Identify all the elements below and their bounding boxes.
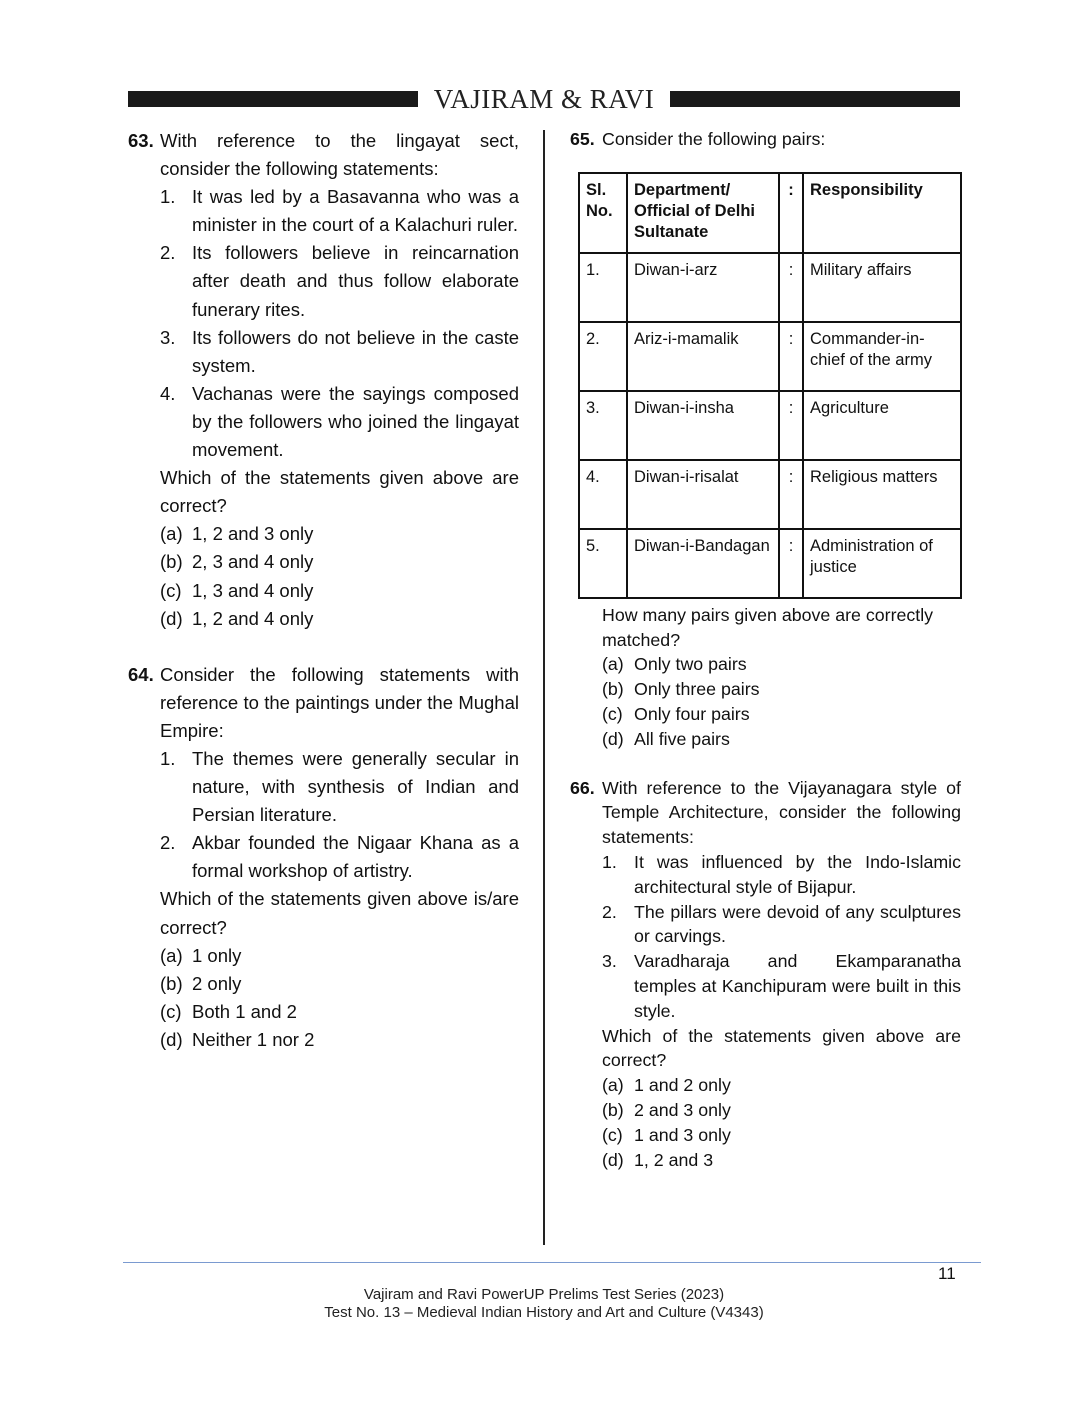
option-text: 1, 2 and 4 only (192, 607, 314, 629)
table-cell: Diwan-i-risalat (627, 460, 779, 529)
option-text: 2 only (192, 972, 242, 994)
table-cell: Diwan-i-arz (627, 253, 779, 322)
table-cell: Military affairs (803, 253, 961, 322)
answer-option (160, 942, 519, 970)
answer-option (160, 548, 519, 576)
answer-option (602, 677, 961, 702)
option-text: 1, 3 and 4 only (192, 579, 314, 601)
answer-option (602, 1123, 961, 1148)
question-text: Which of the statements given above are correct? (602, 1025, 961, 1071)
option-text: 1, 2 and 3 (634, 1149, 714, 1170)
question-66 (570, 776, 961, 1173)
option-label: (d) (602, 1149, 624, 1170)
option-text: Neither 1 nor 2 (192, 1028, 315, 1050)
statement-text: Its followers believe in reincarnation after death and thus follow elaborate funerary rites. (192, 242, 519, 320)
option-label: (b) (160, 551, 183, 573)
table-row (579, 322, 961, 391)
option-label: (d) (160, 1028, 183, 1050)
table-cell: 3. (579, 391, 627, 460)
answer-option (602, 1098, 961, 1123)
option-label: (b) (602, 679, 624, 700)
option-text: 1 and 2 only (634, 1075, 731, 1096)
right-column (570, 127, 961, 1172)
option-label: (b) (160, 972, 183, 994)
option-label: (a) (160, 944, 183, 966)
table-cell: 4. (579, 460, 627, 529)
option-text: 1 and 3 only (634, 1124, 731, 1145)
table-row (579, 391, 961, 460)
statement (602, 949, 961, 1023)
option-label: (c) (160, 1000, 182, 1022)
header-cell: Sl. No. (579, 173, 627, 253)
question-header (570, 776, 961, 850)
table-cell: 1. (579, 253, 627, 322)
question-stem: Consider the following statements with reference to the paintings under the Mughal Empire: (160, 663, 519, 741)
statement-number: 1. (160, 186, 176, 208)
statement-text: It was led by a Basavanna who was a minister in the court of a Kalachuri ruler. (192, 186, 519, 236)
option-text: Only four pairs (634, 703, 750, 724)
question-stem: With reference to the Vijayanagara style of Temple Architecture, consider the following statements: (602, 777, 961, 848)
option-label: (d) (160, 607, 183, 629)
option-label: (a) (602, 654, 624, 675)
statement (160, 380, 519, 464)
statement (160, 745, 519, 829)
statement (602, 900, 961, 950)
table-cell: : (779, 253, 803, 322)
answer-option (160, 998, 519, 1026)
question-body (602, 850, 961, 1172)
statement (602, 850, 961, 900)
table-row (579, 253, 961, 322)
option-label: (b) (602, 1099, 624, 1120)
answer-option (160, 970, 519, 998)
option-label: (d) (602, 728, 624, 749)
statement-number: 1. (160, 747, 176, 769)
table-cell: Diwan-i-Bandagan (627, 529, 779, 598)
statement-number: 2. (602, 901, 617, 922)
header-cell: : (779, 173, 803, 253)
question-number: 66. (570, 777, 595, 798)
table-row (579, 529, 961, 598)
statement-number: 3. (160, 326, 176, 348)
left-column (128, 127, 519, 1054)
statement-text: The pillars were devoid of any sculptures or carvings. (634, 901, 961, 947)
option-label: (c) (602, 1124, 623, 1145)
table-cell: : (779, 322, 803, 391)
table-cell: 5. (579, 529, 627, 598)
option-text: Only three pairs (634, 679, 760, 700)
question-text: Which of the statements given above are correct? (160, 467, 519, 517)
question-number: 65. (570, 129, 595, 149)
statement-text: Vachanas were the sayings composed by the followers who joined the lingayat movement. (192, 382, 519, 461)
option-label: (c) (160, 579, 182, 601)
statement-text: Varadharaja and Ekamparanatha temples at Kanchipuram were built in this style. (634, 951, 961, 1021)
table-cell: Commander-in-chief of the army (803, 322, 961, 391)
footer-series: Vajiram and Ravi PowerUP Prelims Test Series (2023) (363, 1286, 725, 1303)
question-header (128, 127, 519, 183)
statement-text: Its followers do not believe in the caste system. (192, 326, 519, 376)
option-text: 1, 2 and 3 only (192, 523, 314, 545)
table-cell: 2. (579, 322, 627, 391)
page-number: 11 (938, 1264, 956, 1283)
statement (160, 183, 519, 239)
question-header (128, 661, 519, 745)
statement-number: 3. (602, 951, 617, 972)
question-body (160, 745, 519, 1054)
question-text: Which of the statements given above is/are correct? (160, 888, 519, 938)
option-text: Only two pairs (634, 654, 747, 675)
pairs-table (578, 172, 962, 599)
answer-option (602, 1148, 961, 1173)
statement (160, 239, 519, 323)
table-row (579, 460, 961, 529)
statement-text: The themes were generally secular in nature, with synthesis of Indian and Persian literature. (192, 747, 519, 826)
answer-option (602, 727, 961, 752)
statement (160, 829, 519, 885)
table-cell: : (779, 529, 803, 598)
statement-text: Akbar founded the Nigaar Khana as a formal workshop of artistry. (192, 832, 519, 882)
column-divider (543, 130, 545, 1245)
option-text: All five pairs (634, 728, 730, 749)
question-number: 63. (128, 130, 154, 151)
statement-number: 1. (602, 851, 617, 872)
answer-option (160, 1026, 519, 1054)
question-63 (128, 127, 519, 633)
brand-logo: VAJIRAM & RAVI (433, 84, 655, 114)
answer-option (160, 520, 519, 548)
header-cell: Department/ Official of Delhi Sultanate (627, 173, 779, 253)
option-label: (a) (602, 1075, 624, 1096)
table-cell: Administration of justice (803, 529, 961, 598)
table-cell: Religious matters (803, 460, 961, 529)
answer-option (160, 577, 519, 605)
header-bar-right (670, 91, 960, 107)
question-text: How many pairs given above are correctly matched? (602, 604, 934, 650)
statement-number: 2. (160, 832, 176, 854)
option-text: Both 1 and 2 (192, 1000, 297, 1022)
footer-rule (123, 1262, 981, 1263)
option-text: 2, 3 and 4 only (192, 551, 314, 573)
header-bar-left (128, 91, 418, 107)
question-65 (570, 127, 961, 752)
question-body (160, 183, 519, 633)
statement-number: 2. (160, 242, 176, 264)
table-cell: Agriculture (803, 391, 961, 460)
option-text: 1 only (192, 944, 242, 966)
option-label: (c) (602, 703, 623, 724)
option-label: (a) (160, 523, 183, 545)
statement-text: It was influenced by the Indo-Islamic architectural style of Bijapur. (634, 851, 961, 897)
question-stem: With reference to the lingayat sect, consider the following statements: (160, 130, 519, 180)
statement-number: 4. (160, 382, 176, 404)
table-cell: : (779, 391, 803, 460)
table-header-row (579, 173, 961, 253)
table-cell: : (779, 460, 803, 529)
answer-option (602, 652, 961, 677)
question-stem: Consider the following pairs: (602, 129, 826, 149)
statement (160, 324, 519, 380)
question-number: 64. (128, 663, 154, 685)
table-cell: Ariz-i-mamalik (627, 322, 779, 391)
header-cell: Responsibility (803, 173, 961, 253)
option-text: 2 and 3 only (634, 1099, 731, 1120)
question-64 (128, 661, 519, 1054)
answer-option (160, 605, 519, 633)
table-cell: Diwan-i-insha (627, 391, 779, 460)
footer-test: Test No. 13 – Medieval Indian History and Art and Culture (V4343) (324, 1304, 764, 1321)
answer-option (602, 702, 961, 727)
answer-option (602, 1073, 961, 1098)
